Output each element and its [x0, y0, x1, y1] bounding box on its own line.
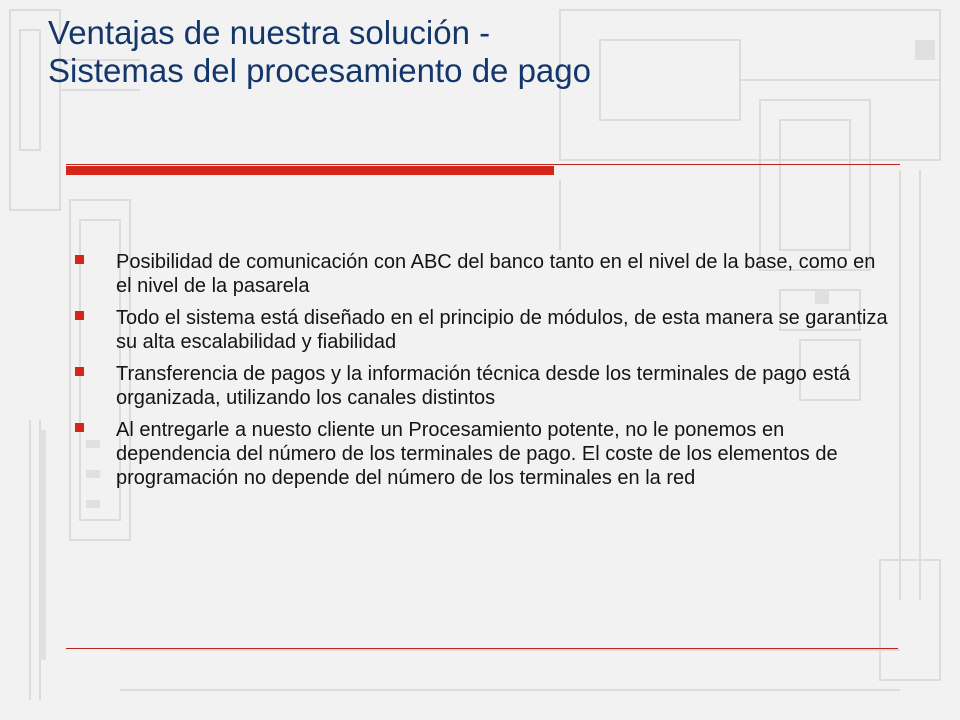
bullet-square-icon: [75, 255, 84, 264]
bullet-text: Todo el sistema está diseñado en el principio de módulos, de esta manera se garantiza su alta escalabilidad y fiabilidad: [116, 307, 888, 353]
bullet-square-icon: [75, 311, 84, 320]
bullet-item: [72, 306, 892, 354]
title-line-1: Ventajas de nuestra solución -: [48, 14, 491, 51]
title-divider-thick: [66, 166, 554, 175]
bullet-list: [72, 250, 892, 498]
slide-title: [48, 14, 908, 90]
bullet-text: Posibilidad de comunicación con ABC del banco tanto en el nivel de la base, como en el nivel de la pasarela: [116, 251, 876, 297]
title-divider-thin: [66, 164, 900, 165]
bullet-item: [72, 362, 892, 410]
bullet-text: Transferencia de pagos y la información técnica desde los terminales de pago está organizada, utilizando los canales distintos: [116, 363, 851, 409]
bullet-text: Al entregarle a nuesto cliente un Procesamiento potente, no le ponemos en dependencia del número de los terminales de pago. El coste de los elementos de programación no depende del número de los terminales en la red: [116, 419, 838, 489]
title-line-2: Sistemas del procesamiento de pago: [48, 52, 591, 89]
bullet-square-icon: [75, 367, 84, 376]
footer-divider: [66, 648, 898, 649]
bullet-square-icon: [75, 423, 84, 432]
bullet-item: [72, 418, 892, 490]
bullet-item: [72, 250, 892, 298]
